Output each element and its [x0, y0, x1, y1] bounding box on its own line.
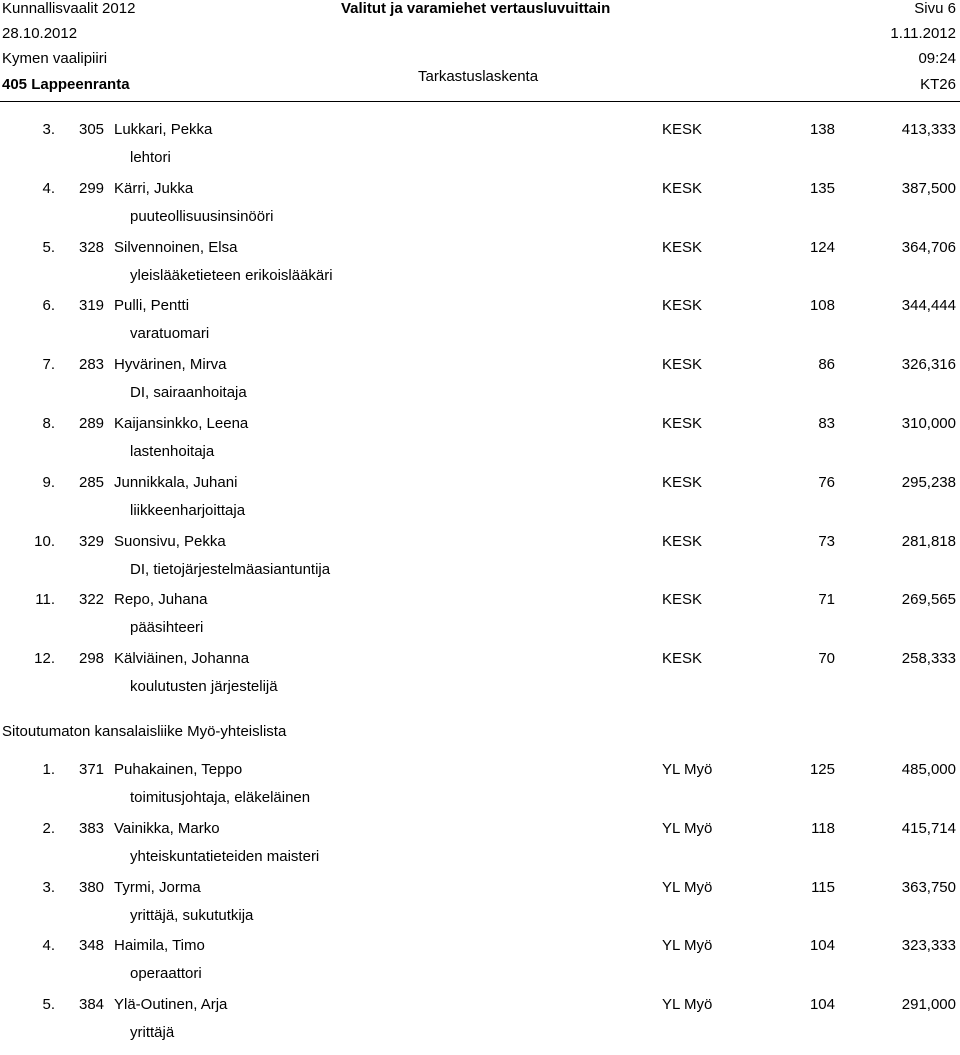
candidate-rank: 4.	[42, 179, 55, 197]
municipality: 405 Lappeenranta	[2, 76, 130, 93]
candidate-profession: koulutusten järjestelijä	[130, 678, 278, 696]
comparison-value: 269,565	[901, 591, 956, 609]
report-title: Valitut ja varamiehet vertausluvuittain	[341, 0, 611, 17]
candidate-party: KESK	[662, 591, 703, 609]
page-number: Sivu 6	[914, 0, 956, 17]
candidate-votes: 86	[818, 356, 835, 374]
candidate-party: YL Myö	[662, 996, 713, 1014]
group-spacer	[0, 709, 960, 721]
candidate-profession: puuteollisuusinsinööri	[130, 207, 274, 225]
candidate-profession: DI, tietojärjestelmäasiantuntija	[130, 560, 331, 578]
comparison-value: 258,333	[901, 650, 956, 668]
candidate-profession: varatuomari	[130, 325, 210, 343]
candidate-rank: 4.	[42, 937, 55, 955]
candidate-number: 384	[79, 996, 105, 1014]
candidate-profession: yhteiskuntatieteiden maisteri	[130, 847, 320, 865]
candidate-rank: 2.	[42, 819, 55, 837]
candidate-votes: 124	[809, 238, 835, 256]
candidate-row	[0, 937, 960, 996]
comparison-value: 387,500	[901, 179, 956, 197]
candidate-name: Lukkari, Pekka	[114, 121, 213, 138]
candidate-rank: 1.	[42, 760, 55, 778]
candidate-row	[0, 474, 960, 533]
candidate-row	[0, 820, 960, 879]
electoral-district: Kymen vaalipiiri	[2, 50, 108, 67]
comparison-value: 364,706	[901, 238, 956, 256]
candidate-name: Silvennoinen, Elsa	[114, 238, 238, 256]
group-title	[0, 721, 960, 761]
candidate-party: KESK	[662, 532, 703, 550]
candidate-number: 298	[79, 650, 105, 668]
candidate-profession: yleislääketieteen erikoislääkäri	[130, 266, 333, 284]
candidate-profession: liikkeenharjoittaja	[130, 501, 246, 519]
candidate-row	[0, 879, 960, 938]
candidate-name: Puhakainen, Teppo	[114, 760, 243, 778]
calculation-type: Tarkastuslaskenta	[418, 68, 539, 85]
candidate-rank: 5.	[42, 238, 55, 256]
candidate-number: 289	[79, 414, 105, 432]
candidate-number: 329	[79, 532, 105, 550]
candidate-party: KESK	[662, 473, 703, 491]
candidate-party: KESK	[662, 414, 703, 432]
candidate-number: 299	[79, 179, 105, 197]
candidate-name: Hyvärinen, Mirva	[114, 356, 227, 374]
candidate-party: YL Myö	[662, 937, 713, 955]
candidate-profession: operaattori	[130, 965, 202, 983]
candidate-profession: DI, sairaanhoitaja	[130, 384, 247, 402]
candidate-number: 371	[79, 760, 105, 778]
comparison-value: 326,316	[901, 356, 956, 374]
candidate-rank: 6.	[42, 297, 55, 315]
candidate-name: Suonsivu, Pekka	[114, 532, 226, 550]
comparison-value: 413,333	[901, 121, 956, 138]
comparison-value: 295,238	[901, 473, 956, 491]
candidate-row	[0, 650, 960, 709]
comparison-value: 281,818	[901, 532, 956, 550]
candidate-number: 348	[79, 937, 105, 955]
candidate-votes: 83	[818, 414, 835, 432]
candidate-rank: 8.	[42, 414, 55, 432]
candidate-row	[0, 996, 960, 1055]
comparison-value: 291,000	[901, 996, 956, 1014]
candidate-votes: 108	[809, 297, 835, 315]
candidate-rank: 7.	[42, 356, 55, 374]
candidate-party: KESK	[662, 356, 703, 374]
comparison-value: 485,000	[901, 760, 956, 778]
comparison-value: 415,714	[901, 819, 956, 837]
candidate-row	[0, 356, 960, 415]
candidate-row	[0, 297, 960, 356]
candidate-party: KESK	[662, 179, 703, 197]
candidate-rank: 12.	[34, 650, 55, 668]
candidate-number: 319	[79, 297, 105, 315]
candidate-row	[0, 533, 960, 592]
candidate-votes: 104	[809, 937, 835, 955]
candidate-votes: 125	[809, 760, 835, 778]
candidate-number: 328	[79, 238, 105, 256]
comparison-value: 323,333	[901, 937, 956, 955]
candidate-name: Vainikka, Marko	[114, 819, 220, 837]
candidate-profession: yrittäjä	[130, 1024, 175, 1042]
candidate-rank: 10.	[34, 532, 55, 550]
comparison-value: 310,000	[901, 414, 956, 432]
header-divider	[0, 101, 960, 102]
candidate-name: Tyrmi, Jorma	[114, 878, 201, 896]
candidate-party: KESK	[662, 238, 703, 256]
candidate-name: Kaijansinkko, Leena	[114, 414, 249, 432]
candidate-rank: 9.	[42, 473, 55, 491]
candidate-rank: 5.	[42, 996, 55, 1014]
candidate-profession: pääsihteeri	[130, 619, 204, 637]
candidate-party: YL Myö	[662, 819, 713, 837]
candidate-votes: 73	[818, 532, 835, 550]
candidate-row	[0, 180, 960, 239]
comparison-value: 344,444	[901, 297, 956, 315]
candidate-number: 322	[79, 591, 105, 609]
candidate-number: 285	[79, 473, 105, 491]
candidate-name: Kälviäinen, Johanna	[114, 650, 250, 668]
candidate-rank: 3.	[42, 878, 55, 896]
candidate-profession: lastenhoitaja	[130, 442, 215, 460]
candidate-number: 305	[79, 121, 105, 138]
candidate-row	[0, 239, 960, 298]
candidate-profession: lehtori	[130, 149, 171, 166]
candidate-rank: 11.	[35, 591, 55, 609]
candidate-party: YL Myö	[662, 760, 713, 778]
candidate-name: Kärri, Jukka	[114, 179, 194, 197]
candidate-number: 383	[79, 819, 105, 837]
candidate-row	[0, 761, 960, 820]
comparison-value: 363,750	[901, 878, 956, 896]
candidate-party: YL Myö	[662, 878, 713, 896]
report-code: KT26	[920, 76, 956, 93]
candidate-name: Ylä-Outinen, Arja	[114, 996, 228, 1014]
candidate-party: KESK	[662, 650, 703, 668]
candidate-votes: 138	[809, 121, 835, 138]
candidate-number: 283	[79, 356, 105, 374]
election-name: Kunnallisvaalit 2012	[2, 0, 136, 17]
candidate-name: Pulli, Pentti	[114, 297, 190, 315]
candidate-name: Junnikkala, Juhani	[114, 473, 238, 491]
candidate-votes: 71	[818, 591, 835, 609]
print-date: 1.11.2012	[890, 25, 956, 42]
candidate-votes: 76	[818, 473, 835, 491]
candidate-party: KESK	[662, 297, 703, 315]
candidate-votes: 115	[811, 878, 835, 896]
candidate-list	[0, 121, 960, 1055]
candidate-profession: yrittäjä, sukututkija	[130, 906, 254, 924]
candidate-profession: toimitusjohtaja, eläkeläinen	[130, 788, 311, 806]
candidate-number: 380	[79, 878, 105, 896]
candidate-row	[0, 591, 960, 650]
candidate-party: KESK	[662, 121, 703, 138]
print-time: 09:24	[918, 50, 956, 67]
group-title-text: Sitoutumaton kansalaisliike Myö-yhteislista	[2, 722, 287, 740]
candidate-votes: 135	[809, 179, 835, 197]
candidate-votes: 70	[818, 650, 835, 668]
candidate-name: Haimila, Timo	[114, 937, 205, 955]
election-date: 28.10.2012	[2, 25, 78, 42]
candidate-votes: 118	[811, 819, 835, 837]
candidate-votes: 104	[809, 996, 835, 1014]
candidate-name: Repo, Juhana	[114, 591, 208, 609]
candidate-rank: 3.	[42, 121, 55, 138]
candidate-row	[0, 415, 960, 474]
candidate-row	[0, 121, 960, 180]
